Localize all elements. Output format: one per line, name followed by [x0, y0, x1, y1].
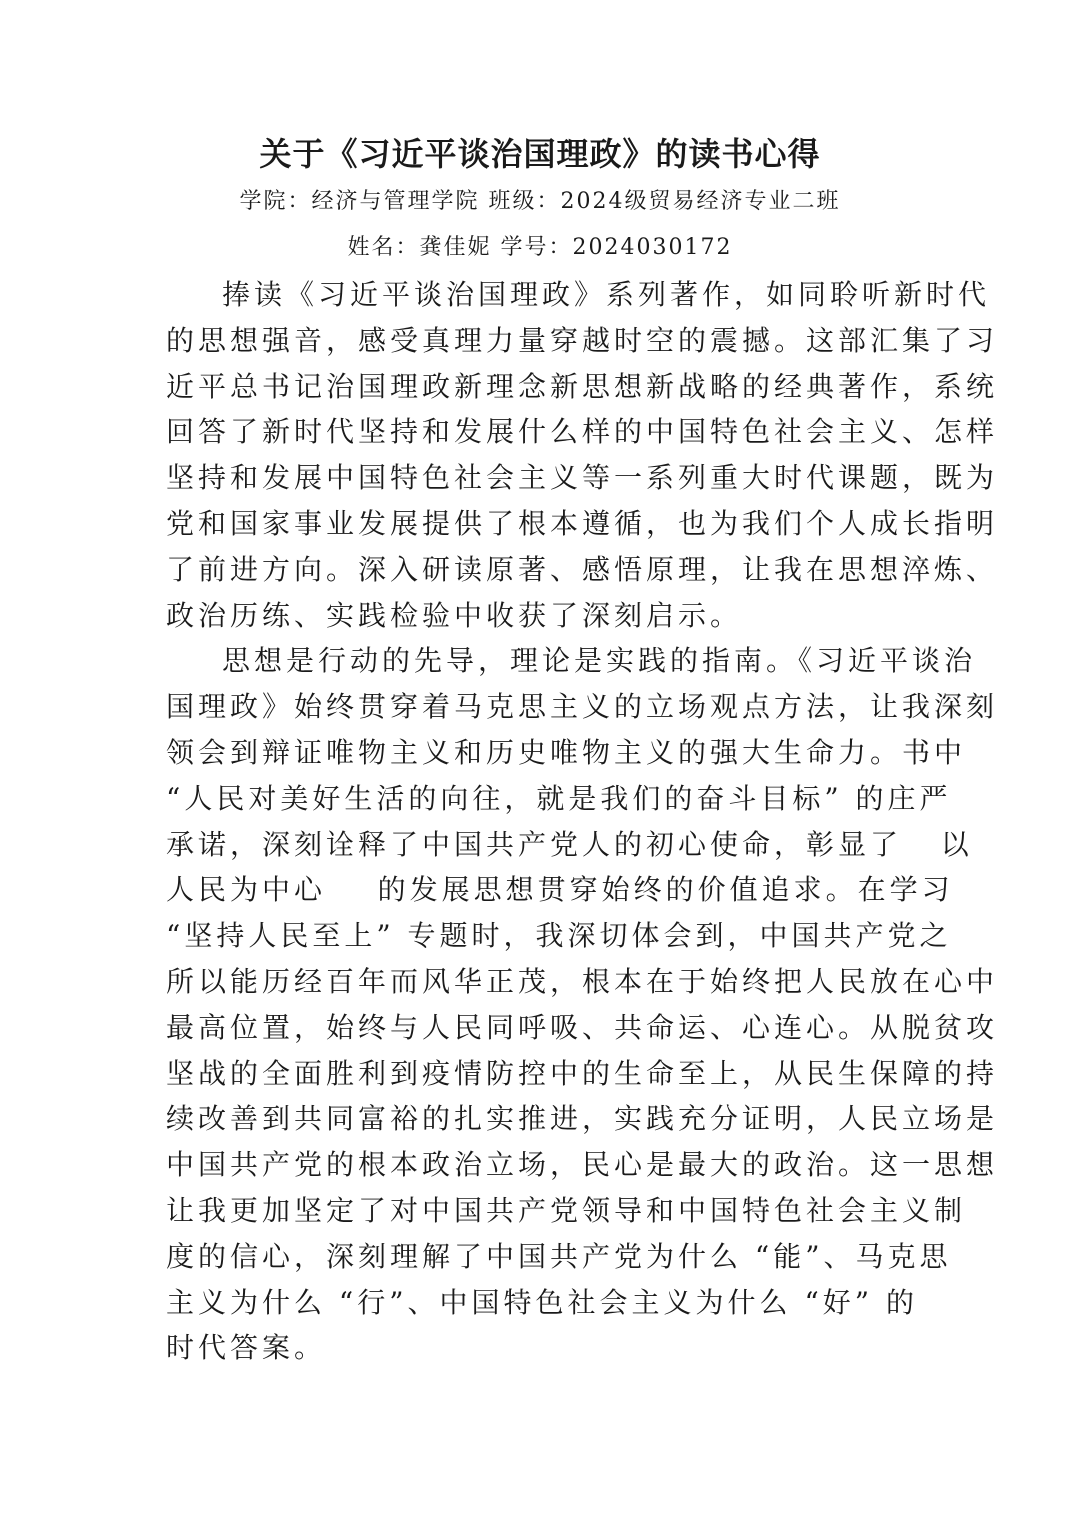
text-line: 国理政》始终贯穿着马克思主义的立场观点方法，让我深刻: [166, 690, 999, 724]
text-line: 领会到辩证唯物主义和历史唯物主义的强大生命力。书中: [166, 735, 967, 769]
text-line: 坚战的全面胜利到疫情防控中的生命至上，从民生保障的持: [166, 1056, 999, 1090]
text-line: 坚持和发展中国特色社会主义等一系列重大时代课题，既为: [166, 461, 999, 495]
text-line: 续改善到共同富裕的扎实推进，实践充分证明，人民立场是: [166, 1102, 999, 1136]
text-line: 回答了新时代坚持和发展什么样的中国特色社会主义、怎样: [166, 415, 999, 449]
paragraph-1: [166, 272, 999, 638]
text-line: 所以能历经百年而风华正茂，根本在于始终把人民放在心中: [166, 964, 999, 998]
text-line: “人民对美好生活的向往，就是我们的奋斗目标” 的庄严: [166, 781, 952, 815]
text-line: “坚持人民至上” 专题时，我深切体会到，中国共产党之: [166, 919, 952, 953]
text-line: 承诺，深刻诠释了中国共产党人的初心使命，彰显了 以: [166, 827, 973, 861]
text-line: 让我更加坚定了对中国共产党领导和中国特色社会主义制: [166, 1193, 967, 1227]
document-title: 关于《习近平谈治国理政》的读书心得: [259, 135, 821, 173]
text-line: 度的信心，深刻理解了中国共产党为什么 “能”、马克思: [166, 1239, 952, 1273]
text-line: 思想是行动的先导，理论是实践的指南。《习近平谈治: [222, 644, 977, 678]
text-line: 中国共产党的根本政治立场，民心是最大的政治。这一思想: [166, 1148, 999, 1182]
text-line: 最高位置，始终与人民同呼吸、共命运、心连心。从脱贫攻: [166, 1010, 999, 1044]
paragraph-2: [166, 638, 999, 1371]
text-line: 主义为什么 “行”、中国特色社会主义为什么 “好” 的: [166, 1285, 918, 1319]
text-line: 的思想强音，感受真理力量穿越时空的震撼。这部汇集了习: [166, 323, 999, 357]
text-line: 人民为中心 的发展思想贯穿始终的价值追求。在学习: [166, 873, 954, 907]
document-body: [166, 272, 999, 1371]
author-info-college-class: 学院：经济与管理学院 班级：2024级贸易经济专业二班: [239, 189, 841, 214]
text-line: 捧读《习近平谈治国理政》系列著作，如同聆听新时代: [222, 278, 991, 311]
text-line: 政治历练、实践检验中收获了深刻启示。: [166, 598, 743, 632]
text-line: 党和国家事业发展提供了根本遵循，也为我们个人成长指明: [166, 506, 999, 540]
text-line: 了前进方向。深入研读原著、感悟原理，让我在思想淬炼、: [166, 552, 999, 586]
author-info-name-id: 姓名：龚佳妮 学号：2024030172: [347, 235, 733, 260]
text-line: 时代答案。: [166, 1331, 327, 1365]
text-line: 近平总书记治国理政新理念新思想新战略的经典著作，系统: [166, 369, 999, 403]
